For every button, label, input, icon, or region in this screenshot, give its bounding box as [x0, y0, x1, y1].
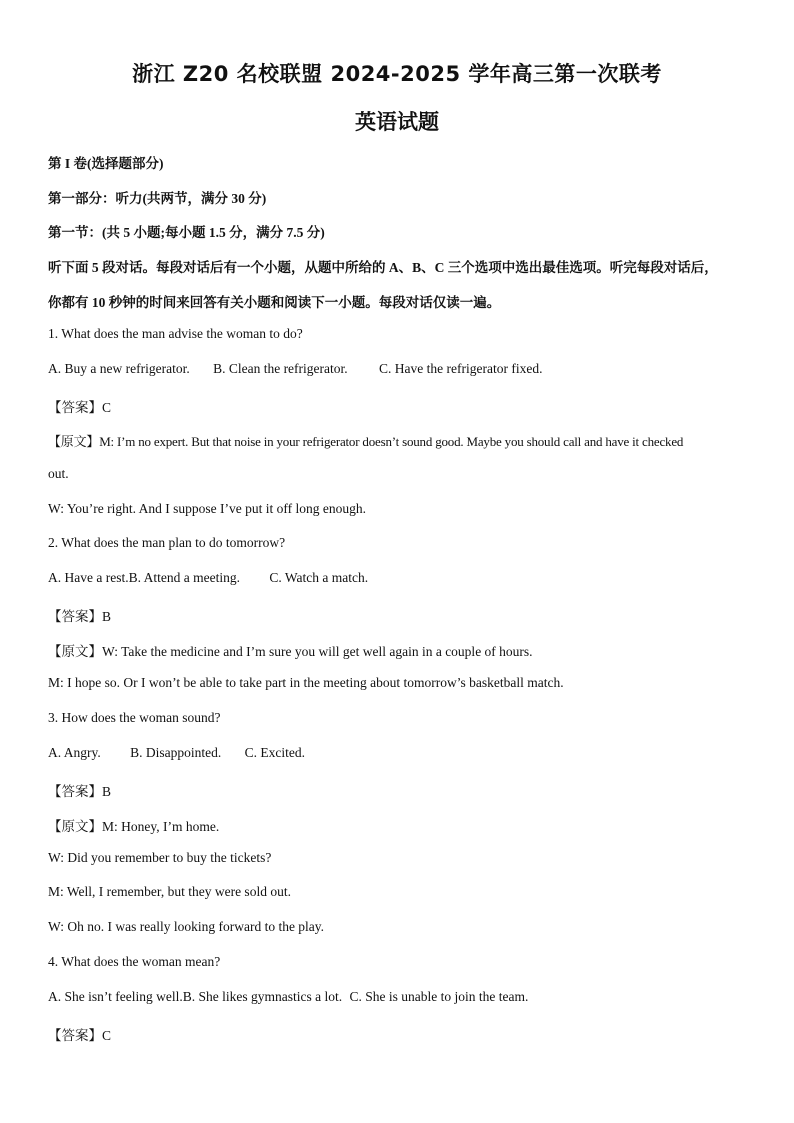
question-1-options [48, 361, 562, 377]
transcript-2-line-2: M: I hope so. Or I won’t be able to take part in the meeting about tomorrow’s basketball match. [48, 675, 564, 690]
volume-heading: 第 I 卷(选择题部分) [48, 156, 164, 171]
option-b: B. She likes gymnastics a lot. [182, 989, 343, 1004]
question-4-options [48, 989, 548, 1005]
transcript-1-line-3: W: You’re right. And I suppose I’ve put it off long enough. [48, 501, 366, 516]
option-b: B. Clean the refrigerator. [213, 361, 348, 376]
option-a: A. Have a rest. [48, 570, 129, 585]
transcript-2-line-1: 【原文】W: Take the medicine and I’m sure you will get well again in a couple of hours. [48, 644, 533, 659]
option-a: A. Buy a new refrigerator. [48, 361, 190, 376]
question-4: 4. What does the woman mean? [48, 954, 221, 969]
section-heading: 第一节：(共 5 小题;每小题 1.5 分，满分 7.5 分) [48, 225, 325, 240]
question-1: 1. What does the man advise the woman to do? [48, 326, 303, 341]
question-2: 2. What does the man plan to do tomorrow? [48, 535, 286, 550]
question-3: 3. How does the woman sound? [48, 710, 221, 725]
option-a: A. She isn’t feeling well. [48, 989, 183, 1004]
answer-4: 【答案】C [48, 1028, 112, 1043]
transcript-3-line-1: 【原文】M: Honey, I’m home. [48, 819, 220, 834]
transcript-1-line-1: 【原文】M: I’m no expert. But that noise in your refrigerator doesn’t sound good. Maybe you should call and have it checked [48, 434, 684, 449]
option-c: C. Have the refrigerator fixed. [379, 361, 543, 376]
option-c: C. Excited. [244, 745, 305, 760]
answer-2: 【答案】B [48, 609, 112, 624]
answer-3: 【答案】B [48, 784, 112, 799]
exam-subtitle: 英语试题 [355, 110, 439, 134]
option-c: C. She is unable to join the team. [349, 989, 529, 1004]
instructions-line-2: 你都有 10 秒钟的时间来回答有关小题和阅读下一小题。每段对话仅读一遍。 [48, 295, 501, 310]
option-a: A. Angry. [48, 745, 101, 760]
option-b: B. Disappointed. [130, 745, 222, 760]
transcript-3-line-3: M: Well, I remember, but they were sold out. [48, 884, 291, 899]
transcript-3-line-2: W: Did you remember to buy the tickets? [48, 850, 272, 865]
part-heading: 第一部分：听力(共两节，满分 30 分) [48, 191, 267, 206]
question-2-options [48, 570, 388, 586]
option-b: B. Attend a meeting. [128, 570, 240, 585]
answer-1: 【答案】C [48, 400, 112, 415]
option-c: C. Watch a match. [269, 570, 369, 585]
exam-title: 浙江 Z20 名校联盟 2024-2025 学年高三第一次联考 [132, 62, 662, 86]
transcript-1-line-2: out. [48, 466, 69, 481]
question-3-options [48, 745, 325, 761]
transcript-3-line-4: W: Oh no. I was really looking forward to the play. [48, 919, 325, 934]
instructions-line-1: 听下面 5 段对话。每段对话后有一个小题，从题中所给的 A、B、C 三个选项中选出最佳选项。听完每段对话后， [48, 260, 718, 275]
